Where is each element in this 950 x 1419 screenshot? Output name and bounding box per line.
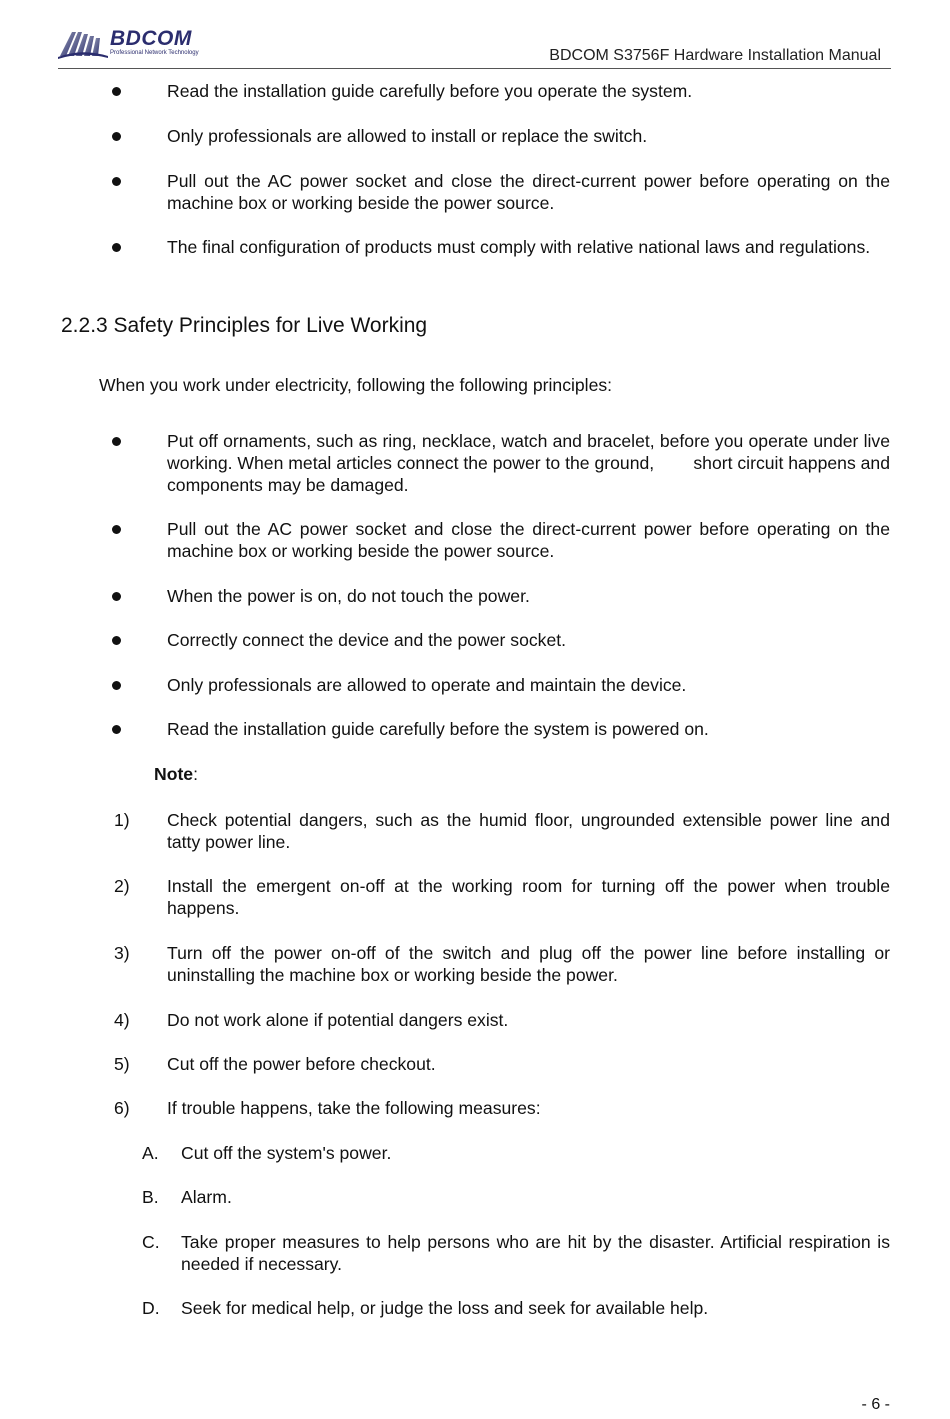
numbered-item-label: 5) [114, 1054, 130, 1074]
measure-item-text: Alarm. [181, 1187, 232, 1207]
bullet-icon [112, 725, 121, 734]
section-heading: 2.2.3 Safety Principles for Live Working [61, 314, 428, 337]
numbered-item-text: Install the emergent on-off at the working room for turning off the power when trouble happens. [167, 876, 890, 918]
numbered-item-label: 3) [114, 943, 130, 963]
numbered-item-label: 6) [114, 1098, 130, 1118]
measure-item-label: A. [142, 1143, 159, 1163]
measure-item-text: Cut off the system's power. [181, 1143, 392, 1163]
measure-item-label: D. [142, 1298, 160, 1318]
measure-item-label: B. [142, 1187, 159, 1207]
bullet-text: Only professionals are allowed to install or replace the switch. [167, 126, 648, 146]
logo-text: BDCOM [110, 27, 192, 50]
numbered-item-text: Cut off the power before checkout. [167, 1054, 436, 1074]
bullet-icon [112, 177, 121, 186]
note-label-text: Note [154, 764, 194, 784]
numbered-item-text: Turn off the power on-off of the switch and plug off the power line before installing or uninstalling the machine box or working beside the power. [167, 943, 890, 985]
measure-item-text: Seek for medical help, or judge the loss and seek for available help. [181, 1298, 709, 1318]
header-divider [58, 68, 891, 69]
page-header [58, 24, 891, 70]
numbered-item-label: 1) [114, 810, 130, 830]
bullet-icon [112, 243, 121, 252]
bullet-text: Pull out the AC power socket and close the direct-current power before operating on the machine box or working beside the power source. [167, 171, 890, 213]
numbered-item-label: 2) [114, 876, 130, 896]
logo-swoosh-icon [58, 26, 110, 60]
bullet-text: Put off ornaments, such as ring, necklace, watch and bracelet, before you operate under live working. When metal articles connect the power to the ground, short circuit happens and components may be damaged. [167, 431, 895, 495]
document-title: BDCOM S3756F Hardware Installation Manual [549, 47, 881, 64]
note-colon: : [193, 764, 198, 784]
page-number: - 6 - [861, 1396, 890, 1413]
numbered-item-label: 4) [114, 1010, 130, 1030]
measure-item-label: C. [142, 1232, 160, 1252]
bullet-text: The final configuration of products must comply with relative national laws and regulations. [167, 237, 871, 257]
bullet-icon [112, 525, 121, 534]
bullet-icon [112, 636, 121, 645]
bullet-text: Only professionals are allowed to operate and maintain the device. [167, 675, 687, 695]
logo-tagline: Professional Network Technology [110, 50, 199, 56]
bullet-text: Read the installation guide carefully before the system is powered on. [167, 719, 709, 739]
bdcom-logo [58, 24, 208, 64]
bullet-icon [112, 87, 121, 96]
section-intro: When you work under electricity, following the following principles: [99, 375, 613, 395]
numbered-item-text: Do not work alone if potential dangers exist. [167, 1010, 509, 1030]
bullet-text: Correctly connect the device and the power socket. [167, 630, 567, 650]
bullet-text: Pull out the AC power socket and close the direct-current power before operating on the machine box or working beside the power source. [167, 519, 890, 561]
bullet-icon [112, 437, 121, 446]
bullet-icon [112, 592, 121, 601]
numbered-item-text: If trouble happens, take the following measures: [167, 1098, 541, 1118]
numbered-item-text: Check potential dangers, such as the humid floor, ungrounded extensible power line and tatty power line. [167, 810, 890, 852]
note-label [154, 763, 198, 785]
bullet-text: Read the installation guide carefully before you operate the system. [167, 81, 693, 101]
bullet-icon [112, 132, 121, 141]
bullet-icon [112, 681, 121, 690]
measure-item-text: Take proper measures to help persons who are hit by the disaster. Artificial respiration is needed if necessary. [181, 1232, 890, 1274]
bullet-text: When the power is on, do not touch the power. [167, 586, 530, 606]
